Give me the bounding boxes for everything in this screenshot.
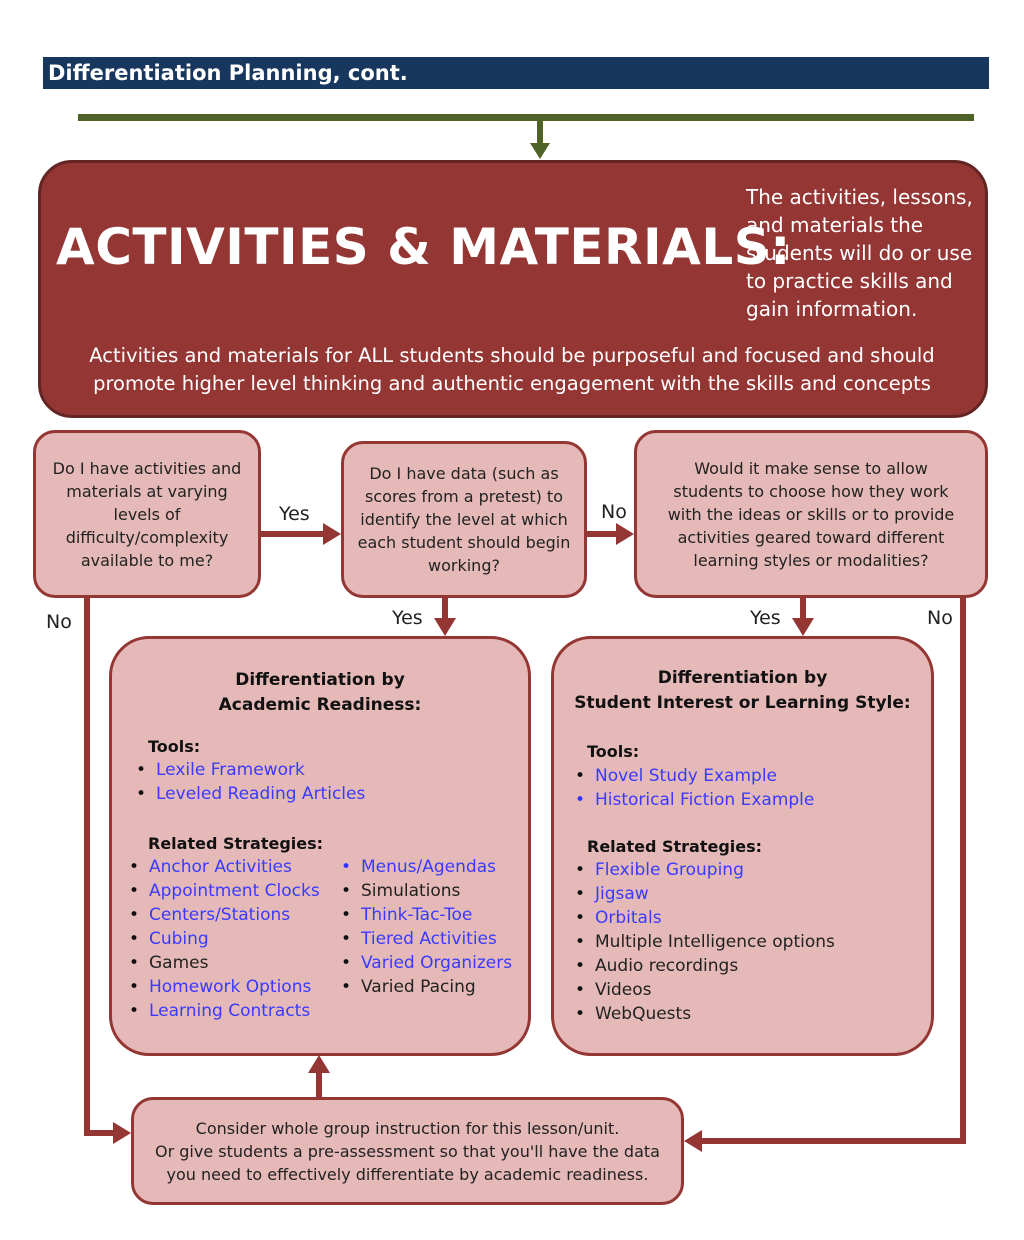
arrow-up-icon <box>308 1055 330 1073</box>
arrow-line <box>800 598 806 620</box>
bottom-line-2: Or give students a pre-assessment so that you'll have the data <box>155 1141 660 1161</box>
banner-title: ACTIVITIES & MATERIALS: <box>56 218 791 276</box>
strategy-item: • Simulations <box>339 879 512 903</box>
question-text: Do I have activities and materials at varying levels of difficulty/complexity available to me? <box>52 458 242 570</box>
arrow-line <box>84 1130 116 1136</box>
tool-link-historical-fiction[interactable]: • Historical Fiction Example <box>573 788 814 812</box>
readiness-title-line2: Academic Readiness: <box>218 695 422 715</box>
strategy-item: • WebQuests <box>573 1002 835 1026</box>
arrow-right-icon <box>616 523 634 545</box>
interest-title <box>551 666 934 716</box>
strategy-link[interactable]: • Appointment Clocks <box>127 879 320 903</box>
strategy-link[interactable]: • Cubing <box>127 927 320 951</box>
strategy-link[interactable]: • Menus/Agendas <box>339 855 512 879</box>
strategy-item: • Videos <box>573 978 835 1002</box>
whole-group-box <box>131 1097 684 1205</box>
question-box-choice <box>634 430 988 598</box>
readiness-title <box>109 668 531 718</box>
green-arrow-stem <box>537 121 543 145</box>
strategy-link[interactable]: • Think-Tac-Toe <box>339 903 512 927</box>
strategy-link[interactable]: • Anchor Activities <box>127 855 320 879</box>
arrow-line <box>700 1138 966 1144</box>
arrow-line <box>261 531 325 537</box>
question-text: Do I have data (such as scores from a pretest) to identify the level at which each student should begin working? <box>357 464 571 575</box>
strategy-item: • Varied Pacing <box>339 975 512 999</box>
page-title: Differentiation Planning, cont. <box>43 57 989 89</box>
interest-strategies-heading: Related Strategies: <box>587 837 763 856</box>
arrow-line <box>442 598 448 620</box>
arrow-right-icon <box>113 1122 131 1144</box>
readiness-tools-list <box>134 758 365 806</box>
arrow-left-icon <box>684 1130 702 1152</box>
no-label: No <box>601 501 627 523</box>
strategy-item: • Games <box>127 951 320 975</box>
bottom-line-3: you need to effectively differentiate by academic readiness. <box>166 1164 649 1184</box>
arrow-down-icon <box>530 143 550 159</box>
strategy-link[interactable]: • Jigsaw <box>573 882 835 906</box>
strategy-link[interactable]: • Varied Organizers <box>339 951 512 975</box>
strategy-link[interactable]: • Centers/Stations <box>127 903 320 927</box>
no-label: No <box>927 607 953 629</box>
tool-link-lexile[interactable]: • Lexile Framework <box>134 758 365 782</box>
readiness-title-line1: Differentiation by <box>235 670 405 690</box>
arrow-right-icon <box>323 523 341 545</box>
readiness-strategies-col2 <box>339 855 512 999</box>
arrow-line <box>960 598 966 1144</box>
arrow-line <box>587 531 618 537</box>
strategy-link[interactable]: • Learning Contracts <box>127 999 320 1023</box>
banner-subtitle: Activities and materials for ALL students should be purposeful and focused and should promote higher level thinking and authentic engagement with the skills and concepts <box>89 344 935 395</box>
tool-link-novel-study[interactable]: • Novel Study Example <box>573 764 814 788</box>
arrow-line <box>84 598 90 1136</box>
readiness-strategies-col1 <box>127 855 320 1023</box>
readiness-strategies-heading: Related Strategies: <box>148 834 324 853</box>
strategy-link[interactable]: • Orbitals <box>573 906 835 930</box>
strategy-link[interactable]: • Homework Options <box>127 975 320 999</box>
arrow-down-icon <box>434 618 456 636</box>
interest-tools-list <box>573 764 814 812</box>
yes-label: Yes <box>392 607 423 629</box>
arrow-line <box>316 1072 322 1098</box>
readiness-tools-heading: Tools: <box>148 737 201 756</box>
question-box-varying-levels <box>33 430 261 598</box>
tool-link-leveled-reading[interactable]: • Leveled Reading Articles <box>134 782 365 806</box>
strategy-item: • Audio recordings <box>573 954 835 978</box>
no-label: No <box>46 611 72 633</box>
strategy-link[interactable]: • Tiered Activities <box>339 927 512 951</box>
interest-strategies-list <box>573 858 835 1026</box>
banner-description: The activities, lessons, and materials the students will do or use to practice skills and gain information. <box>746 185 973 321</box>
question-box-data <box>341 441 587 598</box>
interest-tools-heading: Tools: <box>587 742 640 761</box>
strategy-item: • Multiple Intelligence options <box>573 930 835 954</box>
strategy-link[interactable]: • Flexible Grouping <box>573 858 835 882</box>
arrow-down-icon <box>792 618 814 636</box>
interest-title-line2: Student Interest or Learning Style: <box>574 693 911 713</box>
green-connector-line <box>78 114 974 121</box>
bottom-line-1: Consider whole group instruction for this lesson/unit. <box>195 1118 620 1138</box>
yes-label: Yes <box>279 503 310 525</box>
interest-title-line1: Differentiation by <box>657 668 828 688</box>
question-text: Would it make sense to allow students to choose how they work with the ideas or skills or to provide activities geared toward different learning styles or modalities? <box>667 458 955 570</box>
yes-label: Yes <box>750 607 781 629</box>
